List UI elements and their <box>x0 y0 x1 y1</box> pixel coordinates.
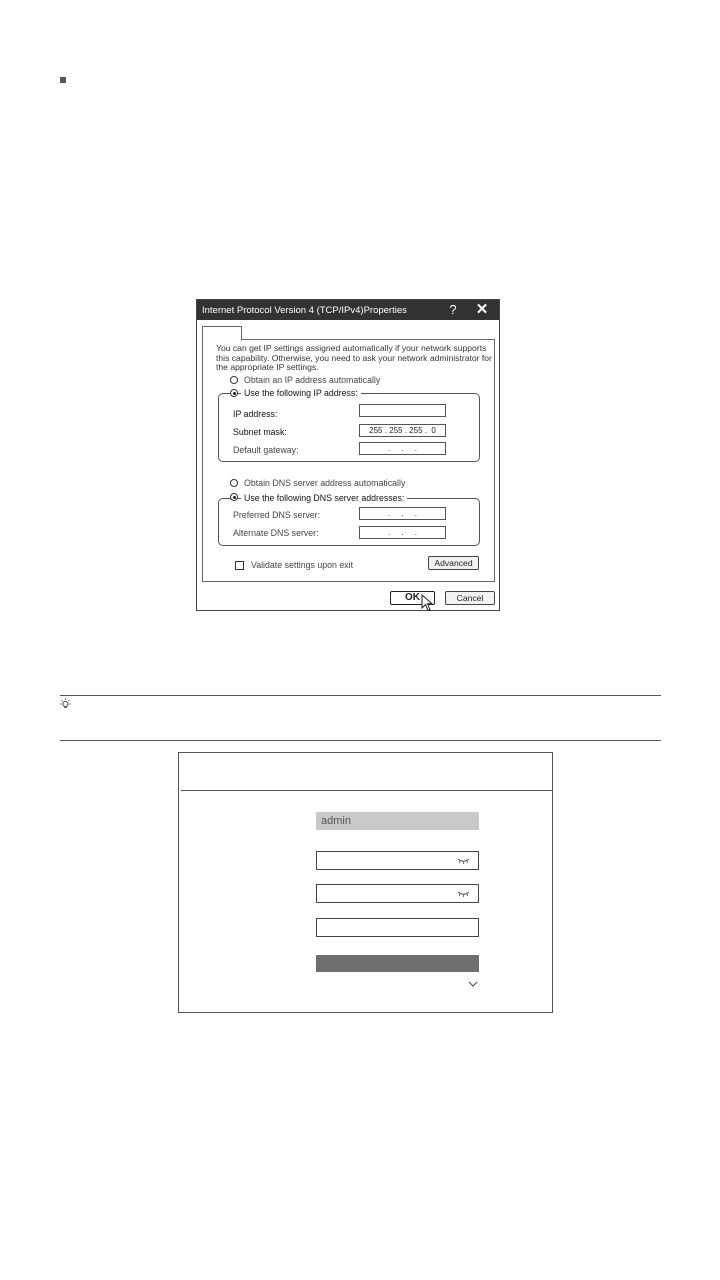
advanced-button[interactable]: Advanced <box>428 556 479 570</box>
dialog-title: Internet Protocol Version 4 (TCP/IPv4)Properties <box>202 305 407 316</box>
preferred-dns-label: Preferred DNS server: <box>233 510 321 520</box>
subnet-mask-label: Subnet mask: <box>233 427 287 437</box>
chevron-down-icon[interactable] <box>468 981 478 988</box>
ip-address-label: IP address: <box>233 409 278 419</box>
login-header-divider <box>181 790 552 791</box>
default-gateway-input[interactable]: . . . <box>359 442 446 455</box>
email-input[interactable] <box>316 918 479 937</box>
validate-settings-label: Validate settings upon exit <box>251 560 354 570</box>
list-bullet <box>60 77 66 83</box>
mouse-cursor-icon <box>421 594 435 612</box>
tip-top-rule <box>60 695 661 696</box>
login-form <box>178 752 553 1013</box>
alternate-dns-input[interactable]: . . . <box>359 526 446 539</box>
obtain-ip-auto-radio[interactable] <box>230 376 238 384</box>
cancel-button[interactable]: Cancel <box>445 591 495 605</box>
eye-closed-icon[interactable] <box>457 857 470 865</box>
use-following-ip-radio[interactable] <box>230 389 238 397</box>
tab-general[interactable] <box>202 326 242 340</box>
close-button[interactable]: ✕ <box>475 301 489 318</box>
preferred-dns-input[interactable]: . . . <box>359 507 446 520</box>
help-button[interactable]: ? <box>449 302 457 317</box>
username-field: admin <box>316 812 479 830</box>
lightbulb-icon <box>59 698 72 711</box>
use-following-ip-label: Use the following IP address: <box>241 388 361 398</box>
ok-button[interactable]: OK <box>390 591 435 605</box>
ip-address-input[interactable] <box>359 404 446 417</box>
obtain-ip-auto-label: Obtain an IP address automatically <box>244 375 381 385</box>
eye-closed-icon[interactable] <box>457 890 470 898</box>
obtain-dns-auto-label: Obtain DNS server address automatically <box>244 478 406 488</box>
alternate-dns-label: Alternate DNS server: <box>233 528 319 538</box>
ipv4-properties-dialog <box>196 299 500 611</box>
submit-button[interactable] <box>316 955 479 972</box>
confirm-password-input[interactable] <box>316 884 479 903</box>
default-gateway-label: Default gateway: <box>233 445 299 455</box>
tip-bottom-rule <box>60 740 661 741</box>
use-following-dns-radio[interactable] <box>230 493 238 501</box>
validate-settings-checkbox[interactable] <box>235 561 244 570</box>
obtain-dns-auto-radio[interactable] <box>230 479 238 487</box>
dialog-description: You can get IP settings assigned automatically if your network supports this capability. Otherwise, you need to ask your network administrator for the appropriate IP settings. <box>216 343 492 372</box>
password-input[interactable] <box>316 851 479 870</box>
use-following-dns-label: Use the following DNS server addresses: <box>241 493 407 503</box>
subnet-mask-input[interactable]: 255 . 255 . 255 . 0 <box>359 424 446 437</box>
